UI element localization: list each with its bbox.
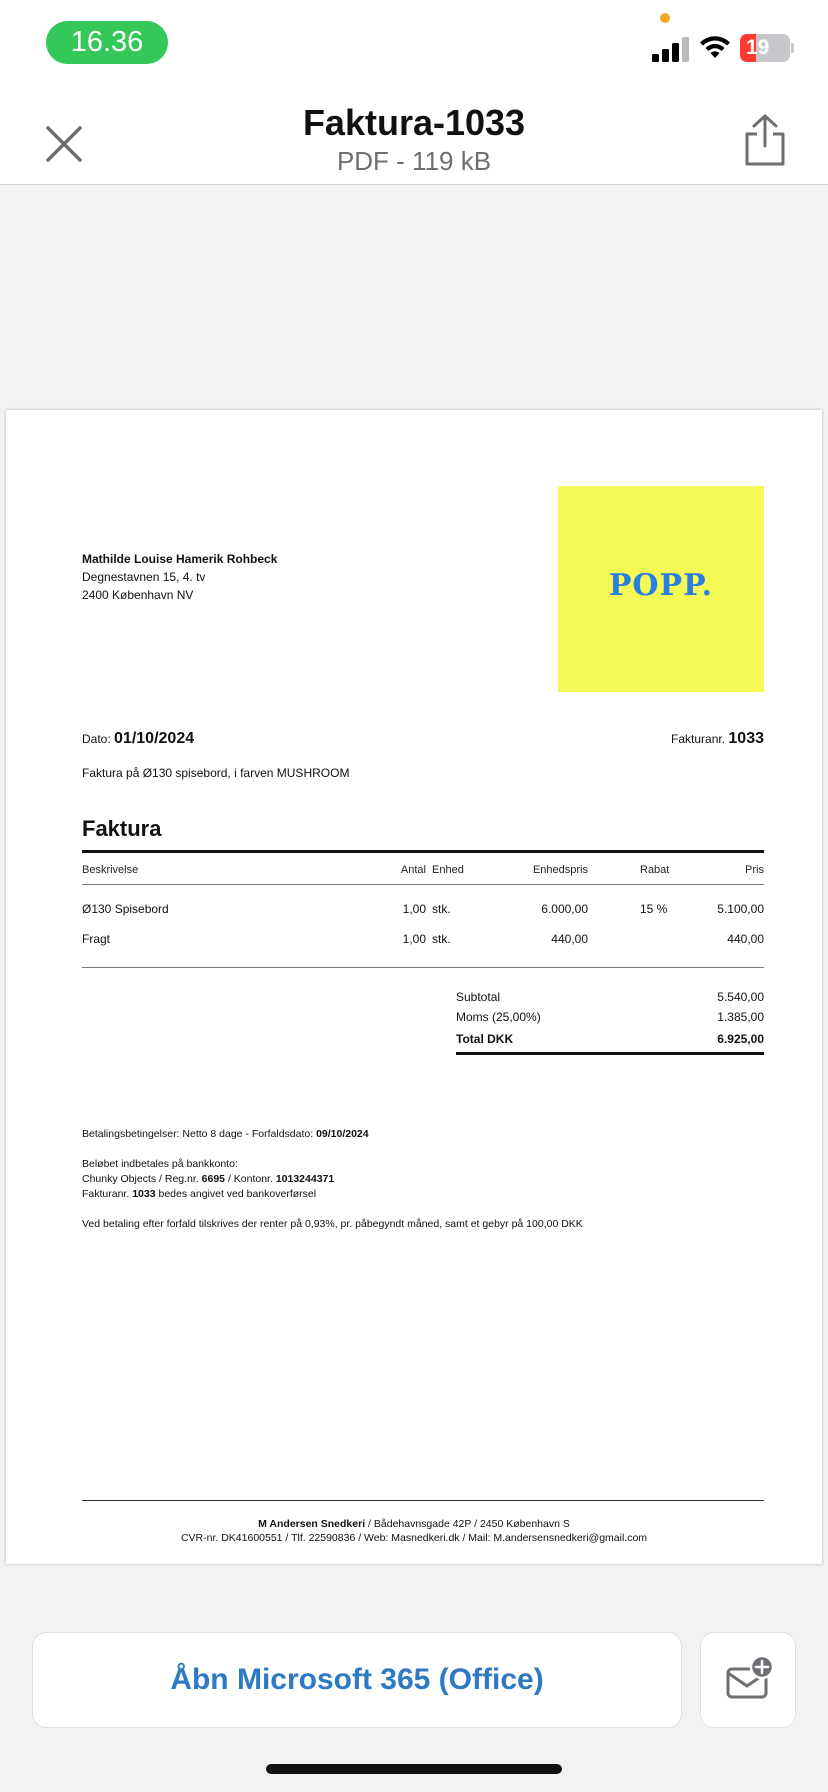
vat-label: Moms (25,00%) [456,1010,541,1024]
date-label: Dato: [82,732,111,746]
customer-name: Mathilde Louise Hamerik Rohbeck [82,552,278,566]
bank-details [82,1173,334,1185]
status-time: 16.36 [46,21,168,64]
payment-reference [82,1188,316,1200]
invoice-heading: Faktura [82,816,162,841]
total-label: Total DKK [456,1032,514,1046]
subtotal-label: Subtotal [456,990,501,1004]
row1-description: Ø130 Spisebord [82,902,169,916]
document-subtitle: PDF - 119 kB [336,146,492,176]
bank-intro: Beløbet indbetales på bankkonto: [82,1158,238,1170]
status-bar [0,0,828,90]
pdf-page[interactable] [6,410,822,1564]
payment-terms [82,1128,369,1140]
account-number: 1013244371 [275,1173,335,1185]
row2-quantity: 1,00 [402,932,426,946]
battery-level: 19 [746,36,770,59]
customer-city: 2400 København NV [82,588,194,602]
late-fee-note: Ved betaling efter forfald tilskrives der renter på 0,93%, pr. påbegyndt måned, samt et gebyr på 100,00 DKK [82,1218,583,1230]
reg-number: 6695 [201,1173,226,1185]
customer-address [82,550,277,604]
col-discount: Rabat [640,864,670,876]
row2-unit: stk. [432,932,451,946]
wifi-icon [698,34,732,60]
row2-unit-price: 440,00 [551,932,588,946]
table-bottom-rule [82,967,764,968]
col-quantity: Antal [400,864,426,876]
col-unit: Enhed [432,864,464,876]
payment-terms-text: Betalingsbetingelser: Netto 8 dage - Forfaldsdato: [82,1128,314,1140]
mail-add-button[interactable] [700,1632,796,1728]
company-logo [558,486,764,692]
reference-prefix: Fakturanr. [82,1188,130,1200]
cellular-signal-icon [652,36,688,62]
reference-number: 1033 [132,1188,156,1200]
privacy-indicator-dot [660,13,670,23]
navigation-bar [0,90,828,185]
invoice-number-label: Fakturanr. [671,732,726,746]
bank-prefix: Chunky Objects / Reg.nr. [82,1173,199,1185]
battery-tip [791,43,794,53]
row1-discount: 15 % [640,902,668,916]
vat-value: 1.385,00 [717,1010,764,1024]
col-unit-price: Enhedspris [532,864,588,876]
customer-street: Degnestavnen 15, 4. tv [82,570,206,584]
home-indicator [266,1764,562,1774]
row1-unit-price: 6.000,00 [541,902,588,916]
col-description: Beskrivelse [82,864,139,876]
row2-price: 440,00 [727,932,764,946]
invoice-number-value: 1033 [728,730,764,747]
total-rule [456,1052,764,1055]
total-value: 6.925,00 [717,1032,764,1046]
col-price: Pris [745,864,764,876]
reference-suffix: bedes angivet ved bankoverførsel [158,1188,317,1200]
invoice-description: Faktura på Ø130 spisebord, i farven MUSHROOM [82,766,350,780]
due-date: 09/10/2024 [316,1128,369,1140]
open-microsoft-365-button[interactable]: Åbn Microsoft 365 (Office) [32,1632,682,1728]
share-icon[interactable] [740,112,790,168]
invoice-date [82,730,194,748]
invoice-number [671,730,764,748]
subtotal-value: 5.540,00 [717,990,764,1004]
account-prefix: / Kontonr. [227,1173,273,1185]
footer-address: / Bådehavnsgade 42P / 2450 København S [368,1518,570,1530]
mail-add-icon [701,1633,795,1727]
footer-line2: CVR-nr. DK41600551 / Tlf. 22590836 / Web: Masnedkeri.dk / Mail: M.andersensnedkeri@gmail.com [180,1532,648,1544]
document-title: Faktura-1033 [302,102,526,143]
footer-rule [82,1500,764,1501]
heading-rule [82,850,764,853]
row1-price: 5.100,00 [717,902,764,916]
row2-description: Fragt [82,932,111,946]
table-header-rule [82,884,764,885]
battery-icon [740,34,790,62]
row1-quantity: 1,00 [402,902,426,916]
footer-company: M Andersen Snedkeri [258,1518,366,1530]
date-value: 01/10/2024 [114,730,195,747]
row1-unit: stk. [432,902,451,916]
logo-text: POPP. [608,568,714,603]
footer-line1 [6,1518,822,1530]
